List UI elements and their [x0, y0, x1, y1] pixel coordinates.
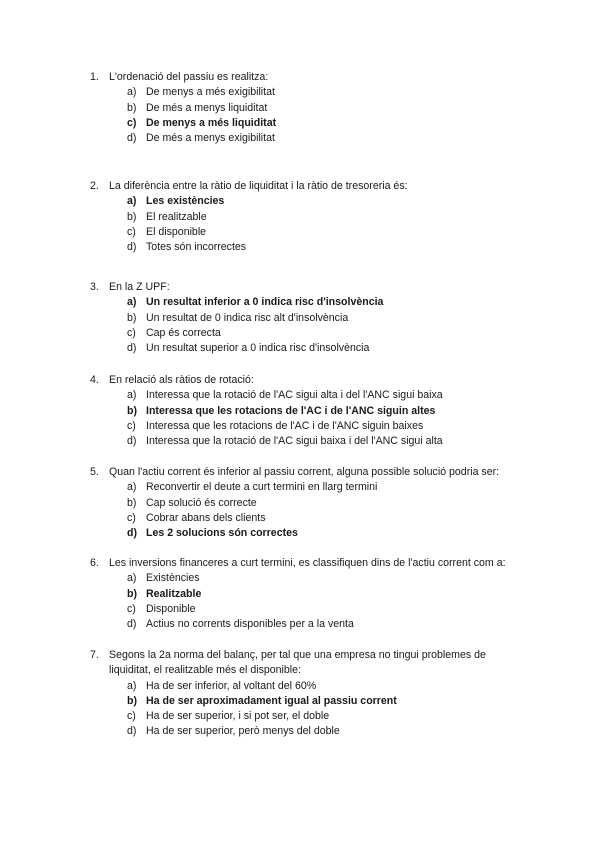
- option-c: [90, 602, 530, 617]
- options-list: [90, 388, 530, 449]
- option-d-correct: [90, 526, 530, 541]
- options-list: [90, 571, 530, 632]
- option-d: [90, 131, 530, 146]
- option-letter: b): [127, 311, 137, 324]
- question-stem: [90, 70, 530, 85]
- option-text: De menys a més liquiditat: [146, 116, 277, 129]
- option-letter: d): [127, 132, 137, 145]
- option-letter: a): [127, 296, 137, 309]
- option-letter: c): [127, 116, 137, 129]
- question-text: La diferència entre la ràtio de liquiditat i la ràtio de tresoreria és:: [109, 180, 408, 192]
- option-c: [90, 326, 530, 341]
- question-stem: [90, 465, 530, 480]
- option-d: [90, 617, 530, 632]
- question-2: [90, 179, 530, 255]
- option-letter: d): [127, 241, 137, 254]
- option-letter: a): [127, 679, 137, 692]
- option-letter: d): [127, 342, 137, 355]
- question-text: Quan l'actiu corrent és inferior al passiu corrent, alguna possible solució podria ser:: [109, 466, 500, 478]
- option-text: Disponible: [146, 602, 196, 615]
- option-b: [90, 101, 530, 116]
- option-letter: b): [127, 101, 137, 114]
- question-text: En la Z UPF:: [109, 281, 170, 293]
- option-b: [90, 496, 530, 511]
- option-text: De més a menys exigibilitat: [146, 132, 275, 145]
- option-letter: c): [127, 602, 136, 615]
- option-c: [90, 511, 530, 526]
- question-number: 5.: [90, 466, 99, 478]
- option-letter: c): [127, 710, 136, 723]
- option-a-correct: [90, 194, 530, 209]
- option-text: Ha de ser superior, però menys del doble: [146, 725, 340, 738]
- question-3: [90, 280, 530, 356]
- question-text: En relació als ràtios de rotació:: [109, 374, 254, 386]
- option-letter: b): [127, 210, 137, 223]
- option-a: [90, 679, 530, 694]
- option-b-correct: [90, 694, 530, 709]
- option-text: Interessa que les rotacions de l'AC i de l'ANC siguin baixes: [146, 419, 424, 432]
- option-text: Cobrar abans dels clients: [146, 511, 266, 524]
- option-b: [90, 210, 530, 225]
- option-text: El disponible: [146, 225, 207, 238]
- option-d: [90, 724, 530, 739]
- question-stem: [90, 373, 530, 388]
- option-text: De menys a més exigibilitat: [146, 86, 275, 99]
- option-text: Ha de ser superior, i si pot ser, el doble: [146, 710, 330, 723]
- option-text: Ha de ser aproximadament igual al passiu corrent: [146, 694, 397, 707]
- option-text: Cap solució és correcte: [146, 496, 257, 509]
- option-letter: d): [127, 618, 137, 631]
- option-text: Un resultat superior a 0 indica risc d'insolvència: [146, 342, 370, 355]
- option-letter: c): [127, 326, 136, 339]
- question-5: [90, 465, 530, 541]
- question-4: [90, 373, 530, 449]
- question-stem: [90, 648, 530, 679]
- question-7: [90, 648, 530, 740]
- option-letter: c): [127, 419, 136, 432]
- option-a: [90, 85, 530, 100]
- option-letter: b): [127, 404, 137, 417]
- question-text: Les inversions financeres a curt termini, es classifiquen dins de l'actiu corrent com a:: [109, 557, 506, 569]
- option-text: Realitzable: [146, 587, 202, 600]
- options-list: [90, 85, 530, 146]
- question-number: 6.: [90, 557, 99, 569]
- option-text: Interessa que la rotació de l'AC sigui alta i del l'ANC sigui baixa: [146, 389, 443, 402]
- option-text: Reconvertir el deute a curt termini en llarg termini: [146, 481, 378, 494]
- question-1: [90, 70, 530, 146]
- option-text: El realitzable: [146, 210, 207, 223]
- option-b-correct: [90, 404, 530, 419]
- question-number: 4.: [90, 374, 99, 386]
- options-list: [90, 480, 530, 541]
- option-c: [90, 709, 530, 724]
- option-text: Interessa que les rotacions de l'AC i de l'ANC siguin altes: [146, 404, 436, 417]
- option-letter: c): [127, 225, 136, 238]
- option-c: [90, 419, 530, 434]
- option-a: [90, 571, 530, 586]
- option-text: Un resultat inferior a 0 indica risc d'insolvència: [146, 296, 384, 309]
- option-letter: a): [127, 86, 137, 99]
- question-stem: [90, 179, 530, 194]
- option-letter: d): [127, 527, 137, 540]
- option-text: Cap és correcta: [146, 326, 221, 339]
- option-letter: a): [127, 195, 137, 208]
- question-number: 7.: [90, 649, 99, 661]
- question-number: 3.: [90, 281, 99, 293]
- question-text: L'ordenació del passiu es realitza:: [109, 71, 269, 83]
- question-number: 2.: [90, 180, 99, 192]
- option-letter: b): [127, 694, 137, 707]
- question-number: 1.: [90, 71, 99, 83]
- option-letter: d): [127, 435, 137, 448]
- option-d: [90, 341, 530, 356]
- option-text: Les 2 solucions són correctes: [146, 527, 298, 540]
- option-letter: d): [127, 725, 137, 738]
- option-text: Un resultat de 0 indica risc alt d'insolvència: [146, 311, 349, 324]
- option-letter: a): [127, 389, 137, 402]
- option-d: [90, 240, 530, 255]
- option-b-correct: [90, 587, 530, 602]
- options-list: [90, 194, 530, 255]
- option-c: [90, 225, 530, 240]
- option-letter: a): [127, 481, 137, 494]
- option-a-correct: [90, 295, 530, 310]
- question-stem: [90, 280, 530, 295]
- option-letter: c): [127, 511, 136, 524]
- options-list: [90, 295, 530, 356]
- question-stem: [90, 556, 530, 571]
- option-a: [90, 480, 530, 495]
- option-b: [90, 311, 530, 326]
- question-text: Segons la 2a norma del balanç, per tal que una empresa no tingui problemes de liquiditat, el realitzable més el disponible:: [109, 649, 486, 677]
- option-text: Existències: [146, 572, 200, 585]
- option-text: Totes són incorrectes: [146, 241, 247, 254]
- option-d: [90, 434, 530, 449]
- option-letter: a): [127, 572, 137, 585]
- option-text: Ha de ser inferior, al voltant del 60%: [146, 679, 317, 692]
- option-letter: b): [127, 587, 137, 600]
- option-a: [90, 388, 530, 403]
- option-text: Actius no corrents disponibles per a la venta: [146, 618, 354, 631]
- option-letter: b): [127, 496, 137, 509]
- option-text: Les existències: [146, 195, 225, 208]
- question-6: [90, 556, 530, 632]
- option-text: De més a menys liquiditat: [146, 101, 268, 114]
- options-list: [90, 679, 530, 740]
- option-text: Interessa que la rotació de l'AC sigui baixa i del l'ANC sigui alta: [146, 435, 443, 448]
- option-c-correct: [90, 116, 530, 131]
